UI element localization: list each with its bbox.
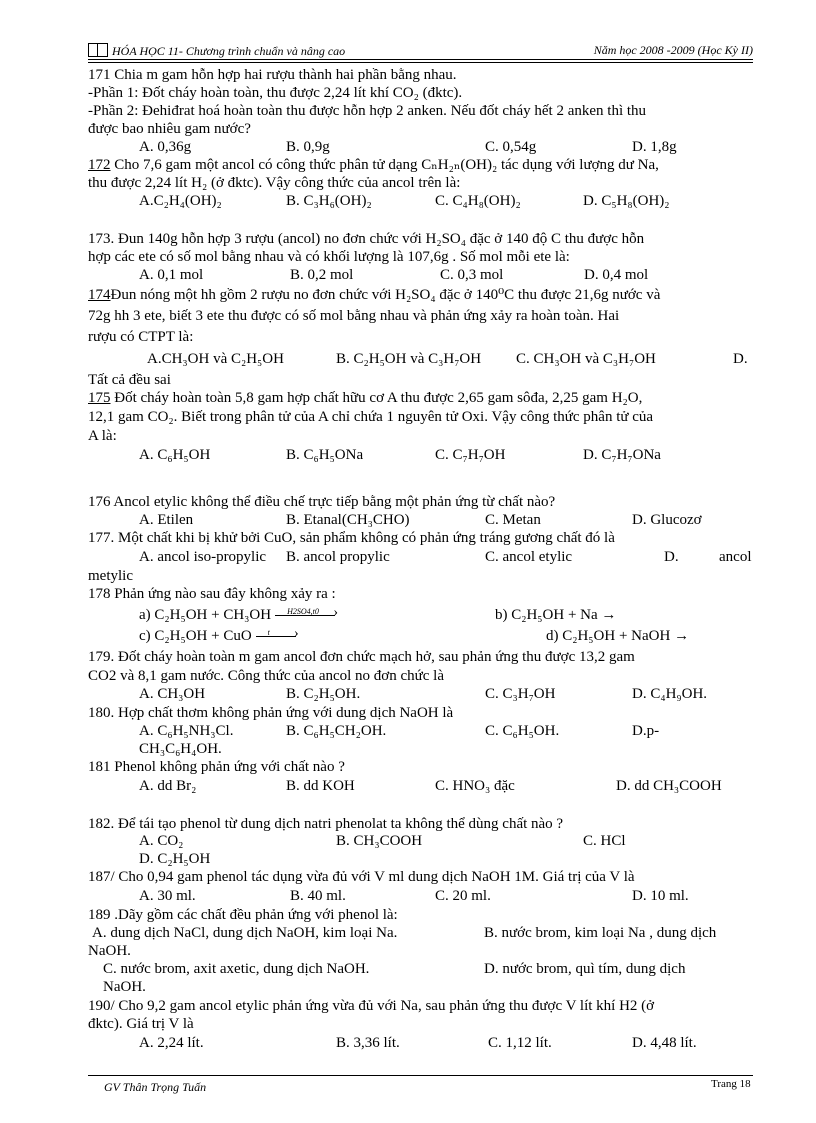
text-line: 178 Phản ứng nào sau đây không xảy ra : xyxy=(88,586,336,602)
text-line: 189 .Dãy gồm các chất đều phản ứng với phenol là: xyxy=(88,907,398,923)
reaction-arrow-icon: t › xyxy=(256,636,296,637)
question-number: 174 xyxy=(88,287,111,303)
text-line: B. 0,9g xyxy=(286,139,330,155)
text-line: A. CH₃OH xyxy=(139,686,206,702)
text-line: D. 4,48 lít. xyxy=(632,1035,697,1051)
text-line: C. C₇H₇OH xyxy=(435,447,506,463)
text-line: C. nước brom, axit axetic, dung dịch NaOH. xyxy=(103,961,370,977)
text-line: rượu có CTPT là: xyxy=(88,329,194,345)
text-line: B. 40 ml. xyxy=(290,888,346,904)
text-line: A. dd Br₂ xyxy=(139,778,197,794)
text-line: C. 20 ml. xyxy=(435,888,491,904)
text-line: B. C₂H₅OH. xyxy=(286,686,361,702)
text-line: D. xyxy=(733,351,748,367)
text-line: C. HNO₃ đặc xyxy=(435,778,515,794)
text-line: C. 1,12 lít. xyxy=(488,1035,552,1051)
text-line: B. Etanal(CH₃CHO) xyxy=(286,512,410,528)
text-line: A là: xyxy=(88,428,117,444)
text-line: A. CO₂ xyxy=(139,833,184,849)
footer-page-number: Trang 18 xyxy=(711,1078,751,1090)
text-line: a) C₂H₅OH + CH₃OH H2SO4,t0 › xyxy=(139,606,339,624)
text-line: -Phần 1: Đốt cháy hoàn toàn, thu được 2,24 lít khí CO₂ (đktc). xyxy=(88,85,463,101)
text-line: A. dung dịch NaCl, dung dịch NaOH, kim loại Na. xyxy=(92,925,398,941)
text-line: B. C₂H₅OH và C₃H₇OH xyxy=(336,351,482,367)
text-line: C. C₆H₅OH. xyxy=(485,723,560,739)
text-line: 12,1 gam CO₂. Biết trong phân tử của A chỉ chứa 1 nguyên tử Oxi. Vậy công thức phân tử của xyxy=(88,409,654,425)
text-line: metylic xyxy=(88,568,133,584)
text-line: 187/ Cho 0,94 gam phenol tác dụng vừa đủ với V ml dung dịch NaOH 1M. Giá trị của V là xyxy=(88,869,635,885)
text-line: CO2 và 8,1 gam nước. Công thức của ancol no đơn chức là xyxy=(88,668,445,684)
text-line: 181 Phenol không phản ứng với chất nào ? xyxy=(88,759,345,775)
text-line: CH₃C₆H₄OH. xyxy=(139,741,222,757)
text-line: ancol xyxy=(719,549,752,565)
text-line: A. 0,36g xyxy=(139,139,192,155)
text-line: 190/ Cho 9,2 gam ancol etylic phản ứng vừa đủ với Na, sau phản ứng thu được V lít khí H2 (ở xyxy=(88,998,655,1014)
text-line: B. dd KOH xyxy=(286,778,355,794)
text-line: 173. Đun 140g hỗn hợp 3 rượu (ancol) no đơn chức với H₂SO₄ đặc ở 140 độ C thu được hỗn xyxy=(88,231,645,247)
text-line: thu được 2,24 lít H₂ (ở đktc). Vậy công thức của ancol trên là: xyxy=(88,175,461,191)
question-number: 175 xyxy=(88,390,111,406)
text-line: B. C₆H₅ONa xyxy=(286,447,364,463)
question-number: 172 xyxy=(88,157,111,173)
text-line: D. C₄H₉OH. xyxy=(632,686,708,702)
text-line: c) C₂H₅OH + CuO t › xyxy=(139,627,300,645)
text-line: NaOH. xyxy=(88,943,131,959)
text-line: được bao nhiêu gam nước? xyxy=(88,121,251,137)
text-line: B. C₆H₅CH₂OH. xyxy=(286,723,387,739)
text-line: A. 30 ml. xyxy=(139,888,196,904)
text-line: 171 Chia m gam hỗn hợp hai rượu thành hai phần bằng nhau. xyxy=(88,67,457,83)
text-line: D. C₇H₇ONa xyxy=(583,447,661,463)
text-line: D. 1,8g xyxy=(632,139,677,155)
text-line: C. C₃H₇OH xyxy=(485,686,556,702)
reaction-arrow-icon: H2SO4,t0 › xyxy=(275,615,335,616)
text-line: 175 Đốt cháy hoàn toàn 5,8 gam hợp chất hữu cơ A thu được 2,65 gam sôđa, 2,25 gam H₂O, xyxy=(88,390,643,406)
text-line: D. Glucozơ xyxy=(632,512,702,528)
text-line: C. 0,54g xyxy=(485,139,537,155)
text-line: D. 0,4 mol xyxy=(584,267,649,283)
text-line: C. Metan xyxy=(485,512,541,528)
text-line: A.CH₃OH và C₂H₅OH xyxy=(147,351,284,367)
text-line: 172 Cho 7,6 gam một ancol có công thức phân tử dạng CₙH₂ₙ(OH)₂ tác dụng với lượng dư Na, xyxy=(88,157,659,173)
text-line: A. C₆H₅NH₃Cl. xyxy=(139,723,234,739)
text-line: D. C₅H₈(OH)₂ xyxy=(583,193,670,209)
text-line: 176 Ancol etylic không thể điều chế trực tiếp bằng một phản ứng từ chất nào? xyxy=(88,494,556,510)
text-line: 179. Đốt cháy hoàn toàn m gam ancol đơn chức mạch hở, sau phản ứng thu được 13,2 gam xyxy=(88,649,635,665)
text-line: đktc). Giá trị V là xyxy=(88,1016,194,1032)
text-line: 72g hh 3 ete, biết 3 ete thu được có số mol bằng nhau và phản ứng xảy ra hoàn toàn. Hai xyxy=(88,308,620,324)
text-line: d) C₂H₅OH + NaOH → xyxy=(546,628,690,644)
text-line: C. 0,3 mol xyxy=(440,267,504,283)
footer-divider xyxy=(88,1075,753,1076)
text-line: C. ancol etylic xyxy=(485,549,573,565)
header-title: HÓA HỌC 11- Chương trình chuẩn và nâng cao xyxy=(112,44,346,58)
text-line: D. xyxy=(664,549,679,565)
text-line: A.C₂H₄(OH)₂ xyxy=(139,193,222,209)
text-line: B. nước brom, kim loại Na , dung dịch xyxy=(484,925,717,941)
text-line: b) C₂H₅OH + Na → xyxy=(495,607,617,623)
footer-author: GV Thân Trọng Tuấn xyxy=(104,1080,207,1094)
text-line: B. CH₃COOH xyxy=(336,833,423,849)
text-line: D. C₂H₅OH xyxy=(139,851,211,867)
text-line: NaOH. xyxy=(103,979,146,995)
text-line: B. 0,2 mol xyxy=(290,267,354,283)
text-line: C. CH₃OH và C₃H₇OH xyxy=(516,351,656,367)
text-line: 180. Hợp chất thơm không phản ứng với dung dịch NaOH là xyxy=(88,705,454,721)
header-divider xyxy=(88,59,753,63)
text-line: C. HCl xyxy=(583,833,626,849)
text-line: Tất cả đều sai xyxy=(88,372,171,388)
text-line: 174Đun nóng một hh gồm 2 rượu no đơn chức với H₂SO₄ đặc ở 140⁰C thu được 21,6g nước và xyxy=(88,287,661,303)
text-line: D. 10 ml. xyxy=(632,888,689,904)
book-icon xyxy=(88,43,108,57)
text-line: A. C₆H₅OH xyxy=(139,447,211,463)
text-line: D. dd CH₃COOH xyxy=(616,778,722,794)
text-line: D.p- xyxy=(632,723,660,739)
page-header xyxy=(88,40,753,60)
text-line: B. ancol propylic xyxy=(286,549,390,565)
text-line: D. nước brom, quì tím, dung dịch xyxy=(484,961,686,977)
text-line: A. ancol iso-propylic xyxy=(139,549,267,565)
text-line: A. Etilen xyxy=(139,512,194,528)
header-school-year: Năm học 2008 -2009 (Học Kỳ II) xyxy=(593,43,753,57)
text-line: 182. Để tái tạo phenol từ dung dịch natri phenolat ta không thể dùng chất nào ? xyxy=(88,816,564,832)
text-line: hợp các ete có số mol bằng nhau và có khối lượng là 107,6g . Số mol mỗi ete là: xyxy=(88,249,570,265)
text-line: C. C₄H₈(OH)₂ xyxy=(435,193,521,209)
header-left xyxy=(88,43,345,59)
text-line: -Phần 2: Đehiđrat hoá hoàn toàn thu được hỗn hợp 2 anken. Nếu đốt cháy hết 2 anken thì thu xyxy=(88,103,647,119)
text-line: B. 3,36 lít. xyxy=(336,1035,400,1051)
text-line: 177. Một chất khi bị khử bởi CuO, sản phẩm không có phản ứng tráng gương chất đó là xyxy=(88,530,615,546)
text-line: A. 0,1 mol xyxy=(139,267,204,283)
text-line: B. C₃H₆(OH)₂ xyxy=(286,193,372,209)
text-line: A. 2,24 lít. xyxy=(139,1035,204,1051)
